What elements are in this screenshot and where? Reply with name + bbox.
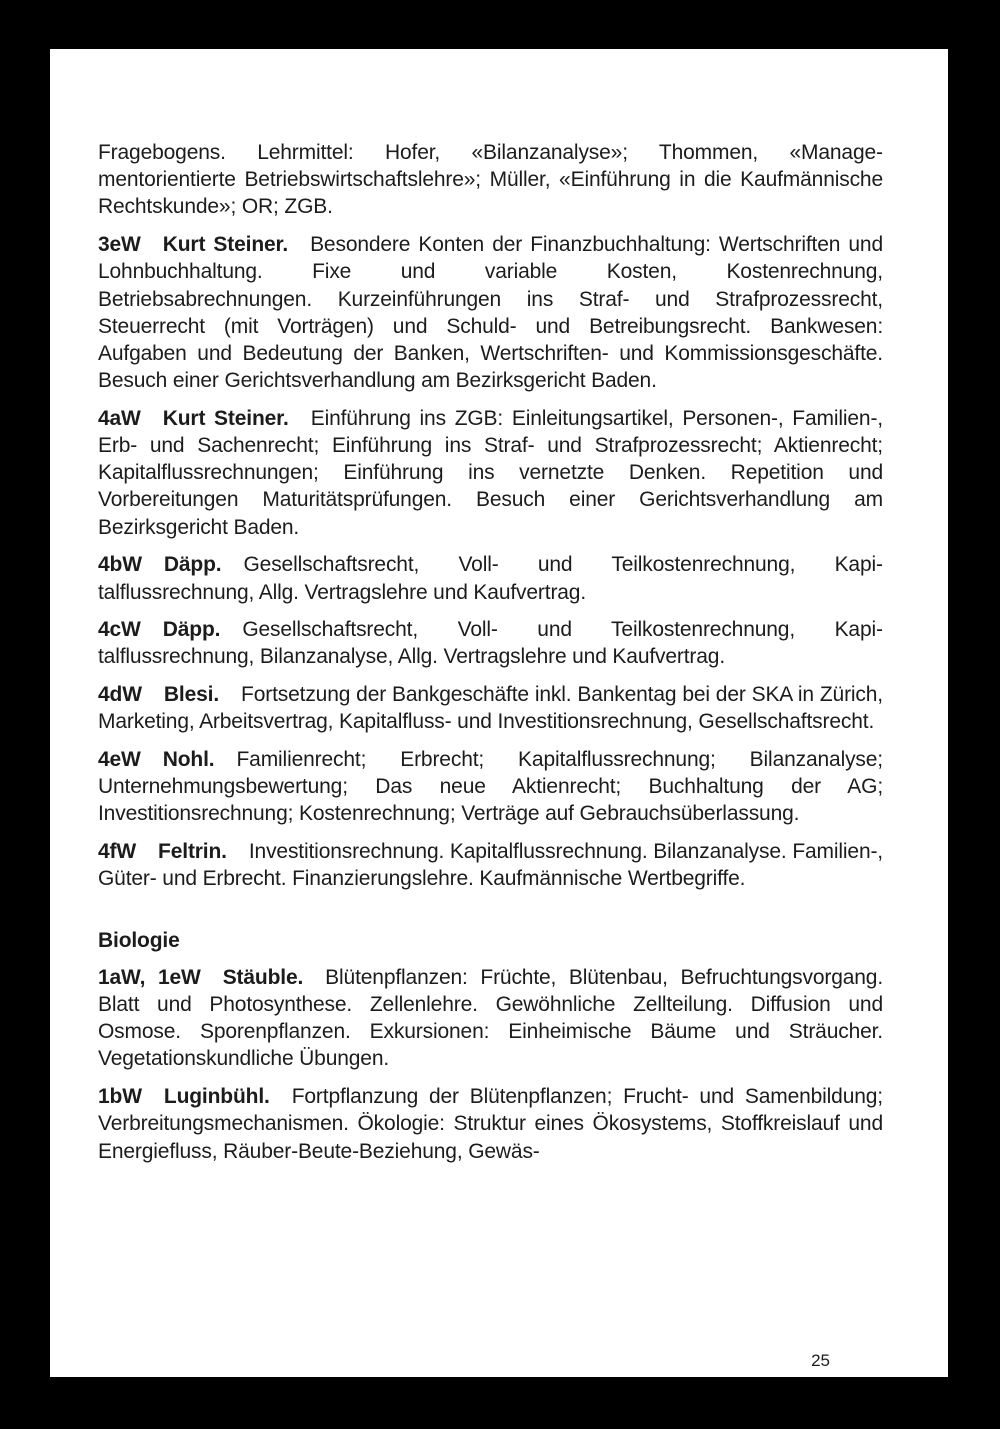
class-label: 4fW [98,840,137,864]
class-label: 1aW, 1eW [98,965,201,989]
entry-text: Gesellschaftsrecht, Voll- und Teilkostenrechnung, Kapitalflussrechnung, Allg. Vertragslehre und Kaufvertrag. [98,553,883,604]
class-label: 3eW [98,233,141,257]
entry-3eW [98,231,883,394]
entry-4aW [98,405,883,541]
teacher-name: Däpp. [163,553,222,577]
entry-4fW [98,838,883,892]
entry-text: Blütenpflanzen: Früchte, Blütenbau, Befruchtungsvorgang. Blatt und Photosynthese. Zellenlehre. Gewöhnliche Zellteilung. Diffusion und Osmose. Sporenpflanzen. Exkursionen: Einheimische Bäume und Sträucher. Vegetationskundliche Übungen. [98,965,883,1071]
class-label: 4bW [98,553,142,577]
entry-text: Investitionsrechnung. Kapitalflussrechnung. Bilanzanalyse. Familien-, Güter- und Erbrecht. Finanzierungslehre. Kaufmännische Wertbegriffe. [98,840,883,891]
entry-text: Besondere Konten der Finanzbuchhaltung: Wertschriften und Lohnbuchhaltung. Fixe und variable Kosten, Kostenrechnung, Betriebsabrechnungen. Kurzeinführungen ins Straf- und Strafprozessrecht, Steuerrecht (mit Vorträgen) und Schuld- und Betreibungsrecht. Bankwesen: Aufgaben und Bedeutung der Banken, Wertschriften- und Kommissionsgeschäfte. Besuch einer Gerichtsverhandlung am Bezirksgericht Baden. [98,233,883,393]
entry-4cW [98,616,883,670]
entry-1bW [98,1083,883,1165]
class-label: 1bW [98,1085,142,1109]
entry-text: Fortpflanzung der Blütenpflanzen; Frucht- und Samenbildung; Verbreitungsmechanismen. Ökologie: Struktur eines Ökosystems, Stoffkreislauf und Energiefluss, Räuber-Beute-Beziehung, Gewäs- [98,1085,883,1163]
entry-4eW [98,746,883,828]
teacher-name: Kurt Steiner. [162,406,289,430]
teacher-name: Blesi. [163,683,220,707]
intro-paragraph: Fragebogens. Lehrmittel: Hofer, «Bilanzanalyse»; Thommen, «Managementorientierte Betriebswirtschaftslehre»; Müller, «Einführung in die Kaufmännische Rechtskunde»; OR; ZGB. [98,141,883,219]
teacher-name: Feltrin. [158,840,227,864]
page-content [98,139,883,1175]
teacher-name: Stäuble. [222,965,304,989]
entry-4bW [98,551,883,605]
class-label: 4aW [98,406,141,430]
entry-text: Fortsetzung der Bankgeschäfte inkl. Bankentag bei der SKA in Zürich, Marketing, Arbeitsvertrag, Kapitalfluss- und Investitionsrechnung, Gesellschaftsrecht. [98,683,883,734]
teacher-name: Nohl. [162,748,215,772]
page-number: 25 [811,1351,830,1370]
entry-4dW [98,681,883,735]
section-heading-biologie: Biologie [98,928,180,952]
class-label: 4dW [98,683,142,707]
entry-text: Familienrecht; Erbrecht; Kapitalflussrechnung; Bilanzanalyse; Unternehmungsbewertung; Das neue Aktienrecht; Buchhaltung der AG; Investitionsrechnung; Kostenrechnung; Verträge auf Gebrauchsüberlassung. [98,748,883,826]
teacher-name: Kurt Steiner. [162,233,289,257]
document-page [50,49,948,1377]
teacher-name: Däpp. [162,618,221,642]
class-label: 4cW [98,618,141,642]
entry-text: Einführung ins ZGB: Einleitungsartikel, Personen-, Familien-, Erb- und Sachenrecht; Einführung ins Straf- und Strafprozessrecht; Aktienrecht; Kapitalflussrechnungen; Einführung ins vernetzte Denken. Repetition und Vorbereitungen Maturitätsprüfungen. Besuch einer Gerichtsverhandlung am Bezirksgericht Baden. [98,406,883,539]
teacher-name: Luginbühl. [163,1085,270,1109]
class-label: 4eW [98,748,141,772]
entry-text: Gesellschaftsrecht, Voll- und Teilkostenrechnung, Kapitalflussrechnung, Bilanzanalyse, Allg. Vertragslehre und Kaufvertrag. [98,618,883,669]
entry-1aW-1eW [98,964,883,1073]
